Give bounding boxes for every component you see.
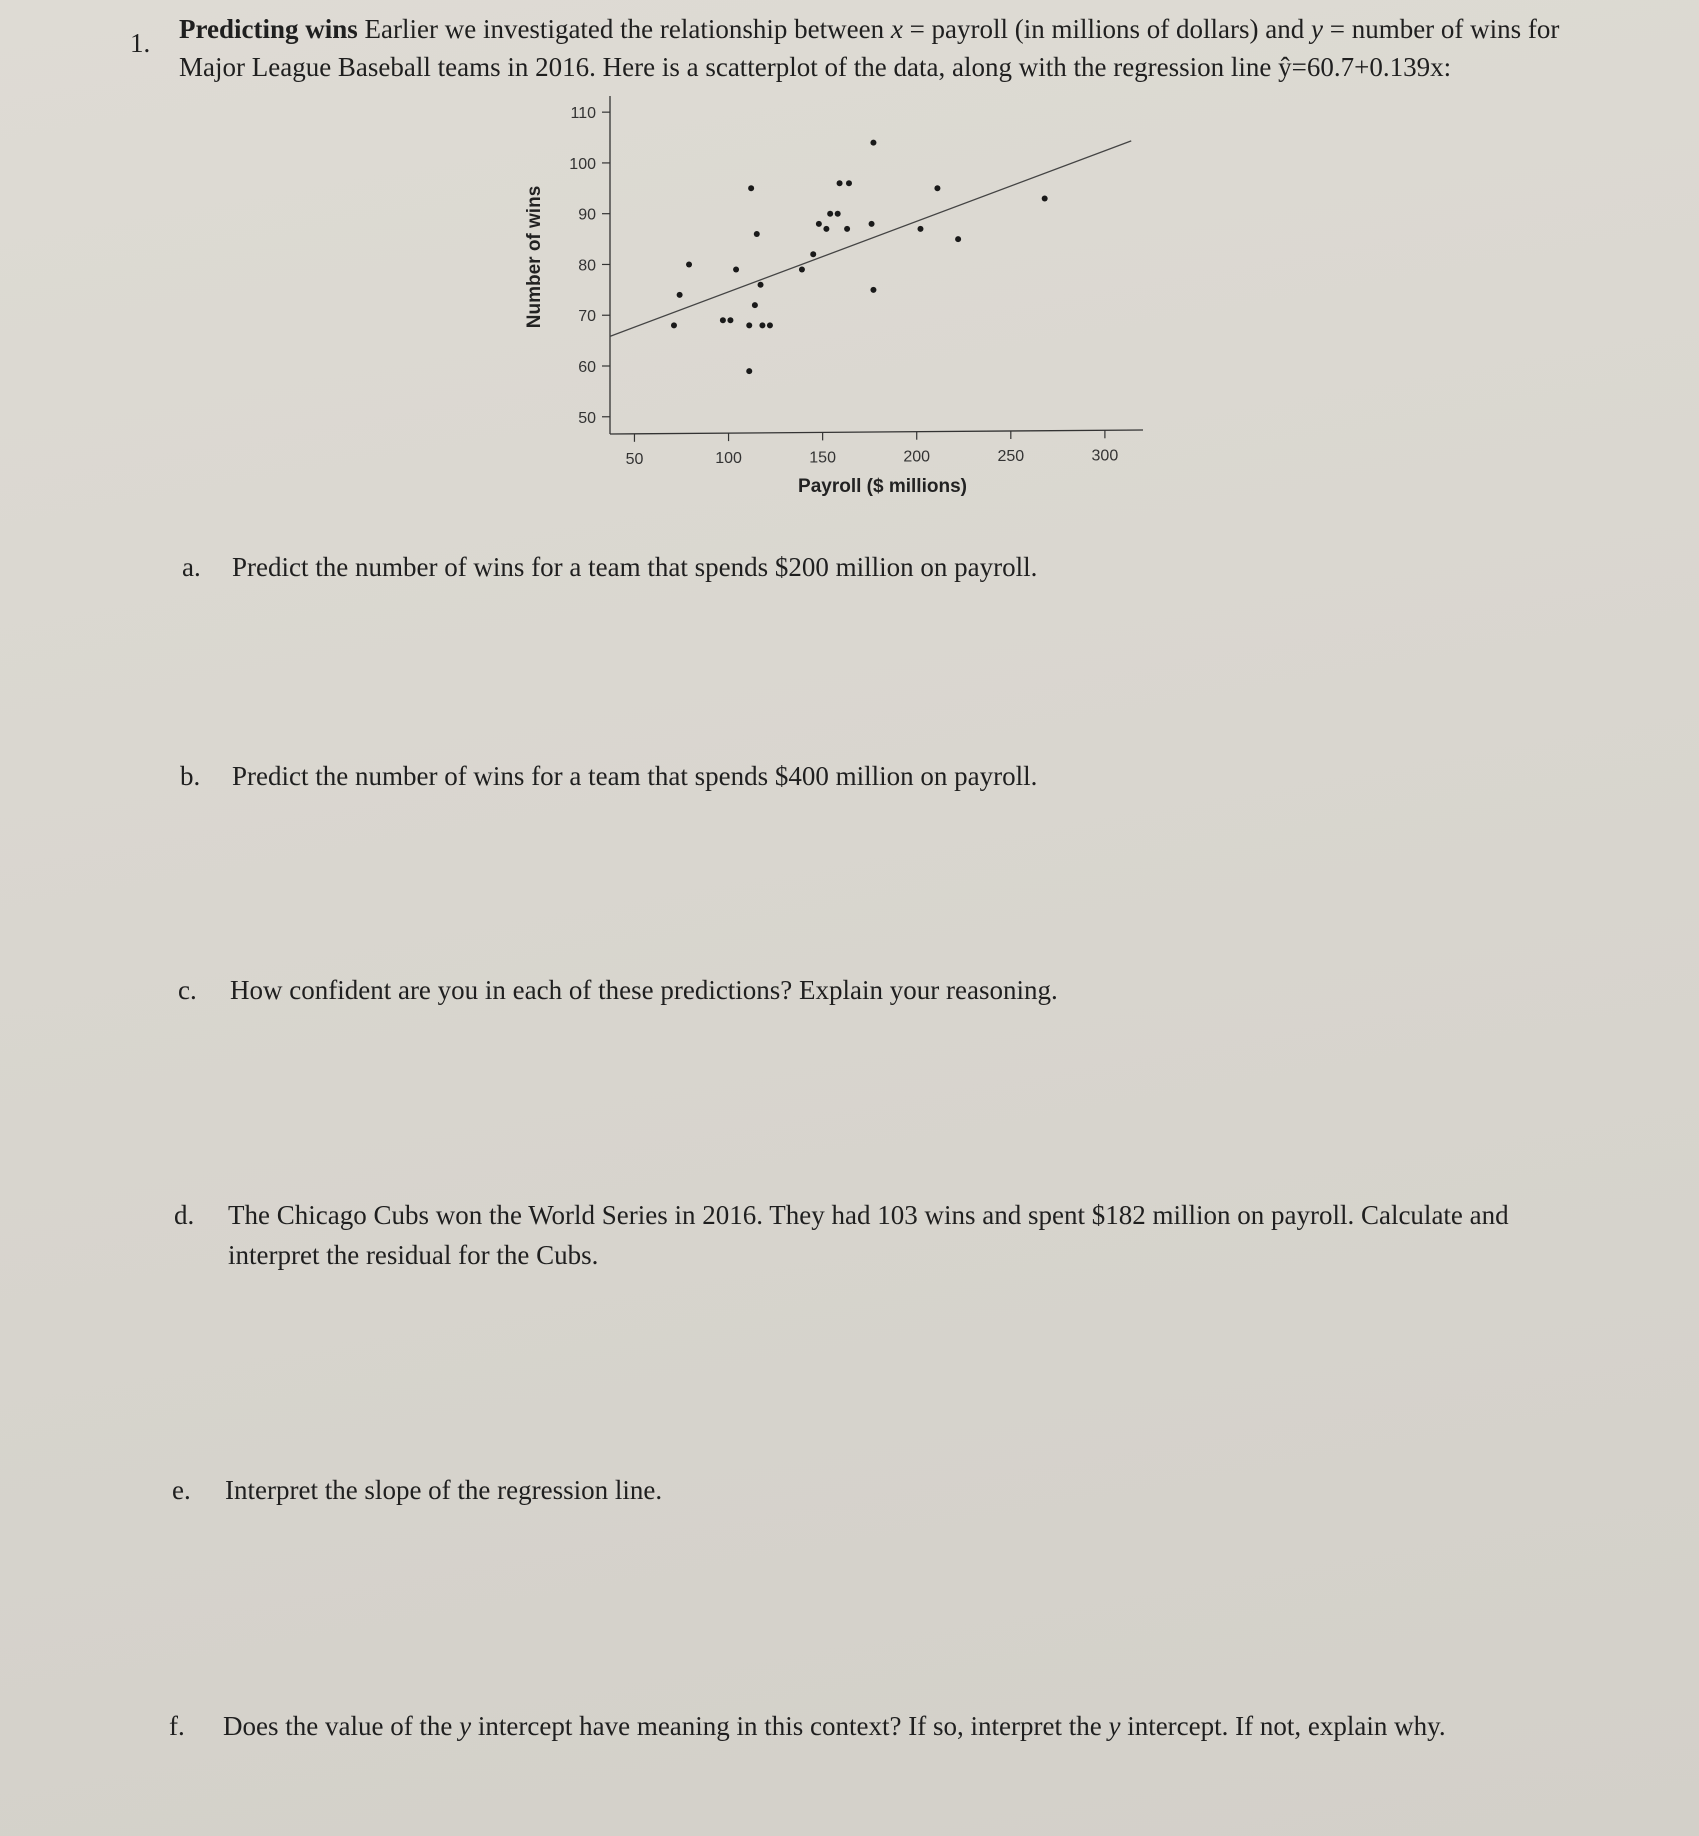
question-e-text: Interpret the slope of the regression line. xyxy=(225,1475,663,1505)
data-point xyxy=(846,180,852,186)
question-e xyxy=(172,1471,1572,1511)
data-point xyxy=(671,322,677,328)
data-point xyxy=(835,211,841,217)
question-f-part3: intercept. If not, explain why. xyxy=(1120,1711,1446,1741)
y-axis-label: Number of wins xyxy=(524,185,545,329)
data-point xyxy=(837,180,843,186)
data-point xyxy=(1042,195,1048,201)
data-point xyxy=(686,261,692,267)
data-point xyxy=(746,322,752,328)
data-point xyxy=(827,211,833,217)
data-point xyxy=(810,251,816,257)
intro-text-1: Earlier we investigated the relationship between xyxy=(364,14,891,44)
question-c-text: How confident are you in each of these predictions? Explain your reasoning. xyxy=(230,975,1058,1005)
question-d-text-line2: interpret the residual for the Cubs. xyxy=(228,1240,599,1270)
intro-eq: = payroll (in millions of dollars) and xyxy=(902,14,1311,44)
data-point xyxy=(869,221,875,227)
x-tick-label: 50 xyxy=(625,450,644,468)
x-tick-label: 150 xyxy=(809,449,836,467)
data-point xyxy=(759,322,765,328)
question-c xyxy=(178,971,1578,1011)
intro-text-2: = number of wins for Major League Baseball teams in 2016. Here is a scatterplot of the data, along with the regression line xyxy=(179,14,1560,82)
data-point xyxy=(816,221,822,227)
question-d-letter: d. xyxy=(174,1200,195,1230)
y-tick-label: 70 xyxy=(578,308,596,326)
y-tick-label: 100 xyxy=(569,155,596,173)
data-point xyxy=(733,267,739,273)
x-tick-label: 250 xyxy=(997,447,1025,465)
question-f-letter: f. xyxy=(169,1711,185,1741)
problem-number: 1. xyxy=(130,28,151,58)
data-point xyxy=(754,231,760,237)
x-axis-line xyxy=(610,430,1143,434)
regression-equation: ŷ=60.7+0.139x: xyxy=(1278,52,1452,82)
x-tick-label: 300 xyxy=(1091,447,1119,465)
data-point xyxy=(752,302,758,308)
question-f xyxy=(169,1707,1629,1747)
data-point xyxy=(727,317,733,323)
y-tick-label: 90 xyxy=(578,206,596,224)
data-point xyxy=(870,287,876,293)
question-d xyxy=(174,1196,1614,1276)
question-a-letter: a. xyxy=(182,552,201,582)
data-point xyxy=(767,322,773,328)
data-point xyxy=(758,282,764,288)
data-point xyxy=(746,368,752,374)
question-d-text-line1: The Chicago Cubs won the World Series in 2016. They had 103 wins and spent $182 million on payroll. Calculate and xyxy=(228,1200,1509,1230)
question-b-text: Predict the number of wins for a team that spends $400 million on payroll. xyxy=(232,761,1038,791)
question-c-letter: c. xyxy=(178,975,197,1005)
question-f-y-var: y xyxy=(459,1711,472,1741)
problem-title: Predicting wins xyxy=(179,14,358,44)
y-tick-label: 50 xyxy=(578,409,596,427)
y-tick-label: 110 xyxy=(570,105,596,123)
question-f-y-var-2: y xyxy=(1108,1711,1121,1741)
data-point xyxy=(677,292,683,298)
data-point xyxy=(823,226,829,232)
x-tick-label: 100 xyxy=(715,450,742,468)
x-axis-label: Payroll ($ millions) xyxy=(798,476,967,497)
question-f-text xyxy=(223,1707,1446,1746)
data-point xyxy=(748,185,754,191)
question-e-letter: e. xyxy=(172,1475,191,1505)
problem-statement xyxy=(179,10,1619,86)
data-point xyxy=(870,140,876,146)
regression-line xyxy=(610,141,1131,336)
question-b-letter: b. xyxy=(180,761,201,791)
scatterplot xyxy=(510,92,1150,512)
data-point xyxy=(844,226,850,232)
data-point xyxy=(955,236,961,242)
question-a-text: Predict the number of wins for a team that spends $200 million on payroll. xyxy=(232,552,1038,582)
question-a xyxy=(182,548,1582,588)
x-tick-label: 200 xyxy=(903,448,931,466)
question-b xyxy=(180,757,1580,797)
y-tick-label: 60 xyxy=(578,359,596,376)
y-variable: y xyxy=(1310,14,1323,44)
data-point xyxy=(934,185,940,191)
x-variable: x xyxy=(890,14,903,44)
data-point xyxy=(799,267,805,273)
y-tick-label: 80 xyxy=(578,257,596,275)
data-point xyxy=(917,226,923,232)
question-f-part1: Does the value of the xyxy=(223,1711,460,1741)
question-f-part2: intercept have meaning in this context? If so, interpret the xyxy=(471,1711,1109,1741)
data-point xyxy=(720,317,726,323)
